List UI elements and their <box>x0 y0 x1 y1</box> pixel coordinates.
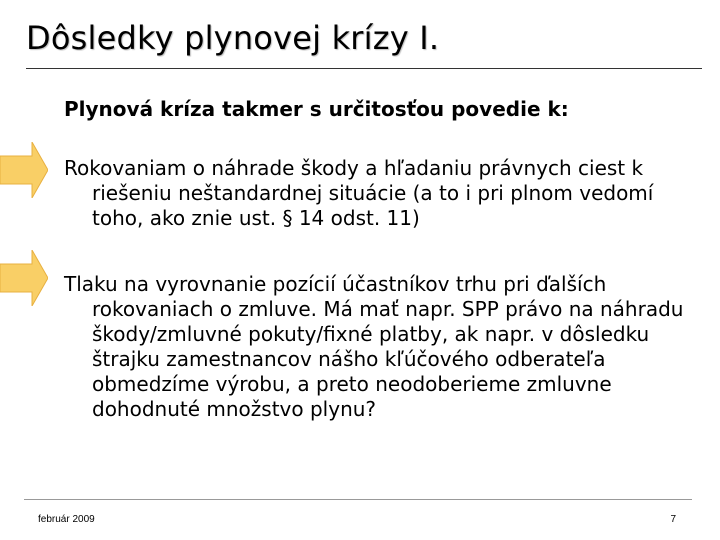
bullet-item-2: Tlaku na vyrovnanie pozícií účastníkov trhu pri ďalších rokovaniach o zmluve. Má mať napr. SPP právo na náhradu škody/zmluvné pokuty/fixné platby, ak napr. v dôsledku štrajku zamestnancov nášho kľúčového odberateľa obmedzíme výrobu, a preto neodoberieme zmluvne dohodnuté množstvo plynu? <box>64 272 684 421</box>
bullet-item-1: Rokovaniam o náhrade škody a hľadaniu právnych ciest k riešeniu neštandardnej situácie (a to i pri plnom vedomí toho, ako znie ust. § 14 odst. 11) <box>64 156 654 230</box>
page-number: 7 <box>670 514 676 525</box>
footer-divider <box>24 499 692 500</box>
slide-title: Dôsledky plynovej krízy I. <box>26 19 440 57</box>
arrow-bullet-icon <box>0 142 48 198</box>
slide-subtitle: Plynová kríza takmer s určitosťou povedie k: <box>64 97 569 121</box>
title-divider <box>26 68 702 69</box>
arrow-bullet-icon <box>0 250 48 306</box>
footer-date: február 2009 <box>38 514 95 525</box>
